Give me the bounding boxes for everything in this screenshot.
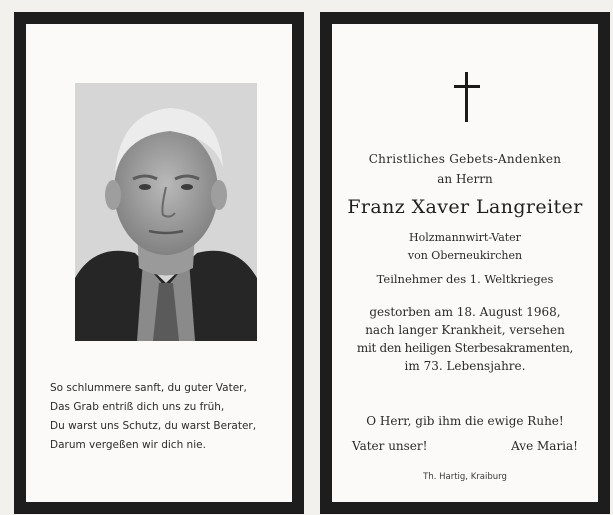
war-note: Teilnehmer des 1. Weltkrieges: [376, 272, 554, 286]
death-line-1: gestorben am 18. August 1968,: [369, 305, 561, 319]
header-line-1: Christliches Gebets-Andenken: [368, 152, 562, 166]
death-line-4: im 73. Lebensjahre.: [404, 359, 526, 373]
cross-icon: [454, 72, 480, 122]
death-line-3: mit den heiligen Sterbesakramenten,: [356, 341, 574, 355]
memorial-poem: [50, 379, 290, 455]
prayer-left: Vater unser!: [352, 439, 428, 453]
left-card: [14, 12, 304, 514]
header-line-2: an Herrn: [437, 172, 493, 186]
occupation: Holzmannwirt-Vater: [409, 231, 521, 244]
prayer-right: Ave Maria!: [511, 439, 578, 453]
prayer-line: O Herr, gib ihm die ewige Ruhe!: [366, 414, 564, 428]
poem-line: Du warst uns Schutz, du warst Berater,: [50, 420, 257, 432]
poem-line: So schlummere sanft, du guter Vater,: [50, 382, 247, 394]
death-line-2: nach langer Krankheit, versehen: [365, 323, 565, 337]
poem-line: Darum vergeßen wir dich nie.: [50, 439, 206, 451]
poem-line: Das Grab entriß dich uns zu früh,: [50, 401, 225, 413]
printer-credit: Th. Hartig, Kraiburg: [423, 472, 507, 482]
deceased-name: Franz Xaver Langreiter: [347, 196, 583, 218]
portrait-photo: [75, 83, 257, 341]
origin: von Oberneukirchen: [407, 249, 523, 262]
right-card: [320, 12, 610, 514]
